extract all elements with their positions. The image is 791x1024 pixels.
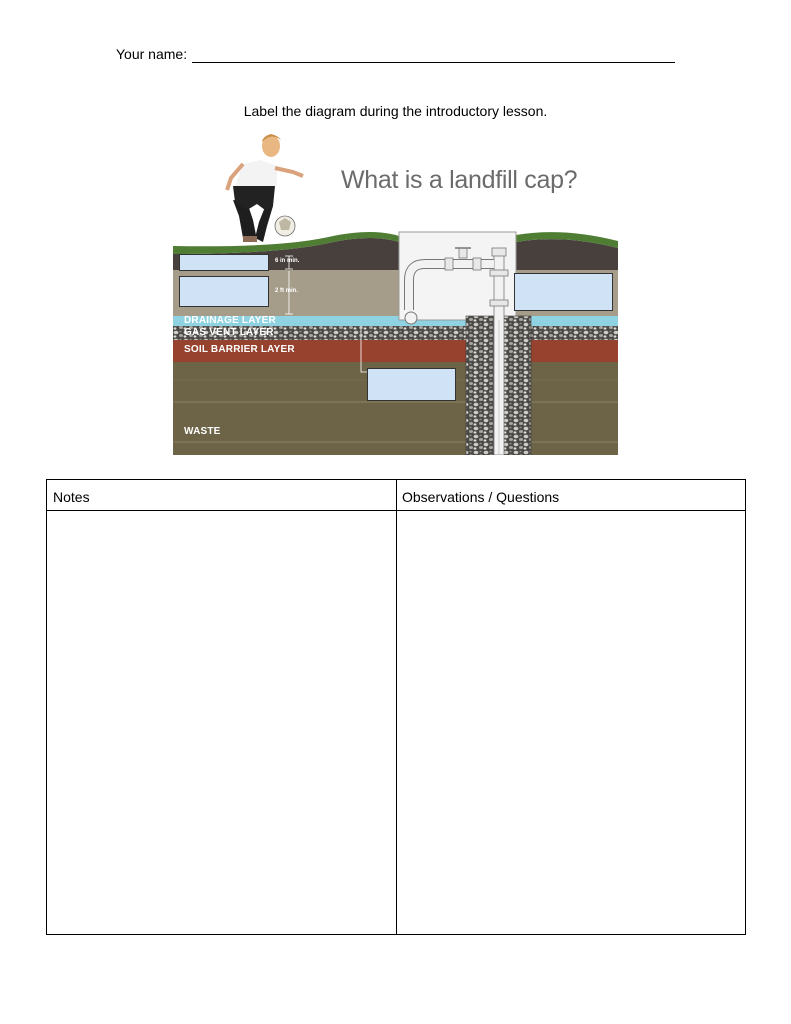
name-input-line[interactable] (192, 62, 675, 63)
notes-cell[interactable] (47, 511, 396, 934)
instruction-text: Label the diagram during the introductory lesson. (243, 103, 548, 119)
label-blank-vent[interactable] (514, 273, 613, 311)
landfill-cap-diagram (173, 130, 618, 455)
diagram-title: What is a landfill cap? (341, 166, 578, 194)
layer-label-drainage: DRAINAGE LAYER (184, 315, 276, 326)
notes-header: Notes (53, 489, 90, 505)
label-blank-topsoil[interactable] (179, 254, 269, 271)
layer-label-gas-vent: GAS VENT LAYER (184, 327, 274, 338)
name-row (116, 46, 676, 66)
notes-table (46, 479, 746, 935)
label-blank-cover-soil[interactable] (179, 276, 269, 307)
dimension-label-cover-soil: 2 ft min. (275, 288, 299, 294)
layer-label-soil-barrier: SOIL BARRIER LAYER (184, 344, 295, 355)
dimension-label-topsoil: 6 in min. (275, 258, 300, 264)
observations-cell[interactable] (397, 511, 745, 934)
name-label: Your name: (116, 46, 188, 62)
layer-label-waste: WASTE (184, 426, 221, 437)
label-blank-gas-vent[interactable] (367, 368, 456, 401)
observations-header: Observations / Questions (402, 489, 560, 505)
